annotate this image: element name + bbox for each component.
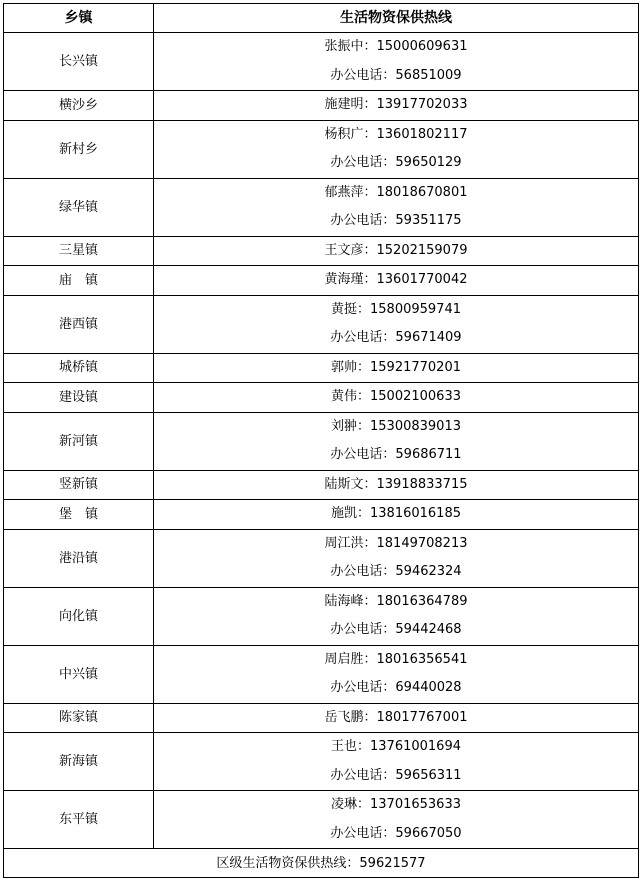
- contact-phone: 王文彦：15202159079: [324, 242, 468, 258]
- town-name: 绿华镇: [4, 178, 154, 236]
- district-hotline: 区级生活物资保供热线：59621577: [4, 849, 639, 878]
- table-row: [4, 236, 639, 266]
- office-phone: 办公电话：59442468: [330, 622, 462, 637]
- table-row: [4, 412, 639, 470]
- town-name: 东平镇: [4, 791, 154, 849]
- hotline-cell: [154, 178, 639, 236]
- town-name: 向化镇: [4, 587, 154, 645]
- hotline-cell: [154, 383, 639, 413]
- town-name: 三星镇: [4, 236, 154, 266]
- office-phone: 办公电话：59656311: [330, 767, 462, 783]
- town-name: 陈家镇: [4, 703, 154, 733]
- table-row: [4, 383, 639, 413]
- contact-phone: 岳飞鹏：18017767001: [324, 709, 468, 725]
- town-name: 长兴镇: [4, 33, 154, 91]
- office-phone: 办公电话：56851009: [330, 67, 462, 83]
- table-row: [4, 733, 639, 791]
- contact-phone: 杨积广：13601802117: [324, 126, 468, 142]
- hotline-cell: [154, 587, 639, 645]
- town-name: 建设镇: [4, 383, 154, 413]
- town-name: 新海镇: [4, 733, 154, 791]
- hotline-cell: [154, 529, 639, 587]
- office-phone: 办公电话：59686711: [330, 447, 462, 462]
- hotline-cell: [154, 500, 639, 530]
- hotline-cell: [154, 412, 639, 470]
- contact-phone: 刘翀：15300839013: [331, 418, 461, 434]
- contact-phone: 施建明：13917702033: [324, 97, 468, 112]
- contact-phone: 郁燕萍：18018670801: [324, 184, 468, 200]
- office-phone: 办公电话：59351175: [330, 213, 462, 228]
- town-name: 中兴镇: [4, 645, 154, 703]
- table-row: [4, 353, 639, 383]
- contact-phone: 凌琳：13701653633: [331, 797, 461, 812]
- hotline-cell: [154, 33, 639, 91]
- header-town: 乡镇: [4, 4, 154, 33]
- contact-phone: 陆斯文：13918833715: [324, 476, 468, 492]
- hotline-cell: [154, 733, 639, 791]
- office-phone: 办公电话：69440028: [330, 680, 462, 695]
- town-name: 港西镇: [4, 295, 154, 353]
- hotline-cell: [154, 470, 639, 500]
- contact-phone: 黄挺：15800959741: [331, 301, 461, 317]
- contact-phone: 周江洪：18149708213: [324, 535, 468, 551]
- town-name: 新河镇: [4, 412, 154, 470]
- hotline-cell: [154, 120, 639, 178]
- contact-phone: 王也：13761001694: [331, 739, 461, 754]
- table-row: [4, 587, 639, 645]
- table-row: [4, 645, 639, 703]
- table-body: [4, 33, 639, 849]
- hotline-cell: [154, 91, 639, 121]
- table-row: [4, 791, 639, 849]
- contact-phone: 施凯：13816016185: [331, 506, 461, 521]
- hotline-cell: [154, 353, 639, 383]
- table-row: [4, 178, 639, 236]
- contact-phone: 陆海峰：18016364789: [324, 593, 468, 609]
- table-row: [4, 703, 639, 733]
- hotline-cell: [154, 295, 639, 353]
- town-name: 堡 镇: [4, 500, 154, 530]
- town-name: 庙 镇: [4, 266, 154, 296]
- contact-phone: 张振中：15000609631: [324, 39, 468, 54]
- office-phone: 办公电话：59667050: [330, 825, 462, 841]
- hotline-cell: [154, 645, 639, 703]
- office-phone: 办公电话：59462324: [330, 564, 462, 579]
- town-name: 城桥镇: [4, 353, 154, 383]
- town-name: 新村乡: [4, 120, 154, 178]
- table-row: [4, 500, 639, 530]
- table-row: [4, 33, 639, 91]
- office-phone: 办公电话：59671409: [330, 330, 462, 345]
- contact-phone: 黄海瑾：13601770042: [324, 272, 468, 287]
- town-name: 横沙乡: [4, 91, 154, 121]
- contact-phone: 黄伟：15002100633: [331, 389, 461, 404]
- table-row: [4, 529, 639, 587]
- table-row: [4, 295, 639, 353]
- office-phone: 办公电话：59650129: [330, 155, 462, 170]
- hotline-cell: [154, 236, 639, 266]
- town-name: 港沿镇: [4, 529, 154, 587]
- hotline-cell: [154, 703, 639, 733]
- contact-phone: 郭帅：15921770201: [331, 359, 461, 375]
- footer-row: [4, 849, 639, 878]
- hotline-cell: [154, 266, 639, 296]
- table-row: [4, 470, 639, 500]
- hotline-cell: [154, 791, 639, 849]
- table-row: [4, 91, 639, 121]
- contact-phone: 周启胜：18016356541: [324, 651, 468, 667]
- table-row: [4, 120, 639, 178]
- header-row: [4, 4, 639, 33]
- header-hotline: 生活物资保供热线: [154, 4, 639, 33]
- hotline-table: [3, 3, 639, 878]
- table-row: [4, 266, 639, 296]
- town-name: 竖新镇: [4, 470, 154, 500]
